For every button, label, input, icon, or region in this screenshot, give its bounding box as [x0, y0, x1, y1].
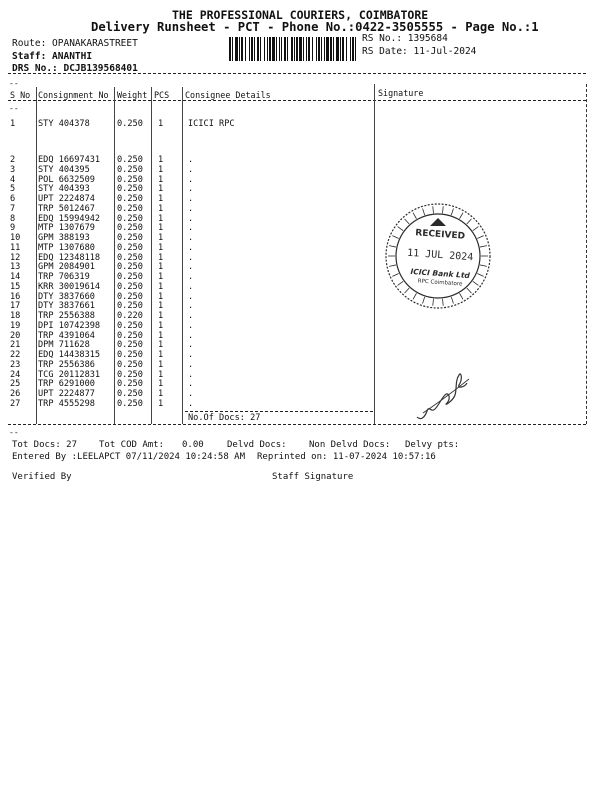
- row-pcs: 1: [158, 252, 164, 263]
- row-consignee: .: [188, 203, 194, 214]
- row-weight: 0.250: [117, 223, 143, 234]
- row-consignment-no: TRP 6291000: [38, 379, 95, 390]
- row-consignee: .: [188, 350, 194, 360]
- row-sno: 17: [10, 301, 21, 312]
- row-sno: 14: [10, 272, 21, 282]
- row-sno: 26: [10, 389, 21, 399]
- header-separator: [8, 73, 586, 74]
- row-weight: 0.250: [117, 320, 143, 331]
- row-pcs: 1: [158, 272, 164, 282]
- column-header-separator: [8, 100, 586, 101]
- drs-number: DRS No.: DCJB139568401: [12, 63, 138, 74]
- row-consignment-no: TRP 2556386: [38, 359, 95, 370]
- row-pcs: 1: [158, 311, 164, 321]
- row-consignment-no: TRP 4391064: [38, 330, 95, 341]
- row-consignee: .: [188, 330, 194, 341]
- row-consignment-no: MTP 1307680: [38, 242, 95, 253]
- row-consignee: .: [188, 242, 194, 253]
- row-pcs: 1: [158, 359, 164, 370]
- row-weight: 0.220: [117, 311, 143, 321]
- reprinted-on: Reprinted on: 11-07-2024 10:57:16: [257, 452, 436, 462]
- row-pcs: 1: [158, 262, 164, 273]
- row-pcs: 1: [158, 379, 164, 390]
- row-pcs: 1: [158, 233, 164, 243]
- row-pcs: 1: [158, 119, 164, 129]
- row-pcs: 1: [158, 184, 164, 195]
- row-weight: 0.250: [117, 155, 143, 165]
- stamp-date: 11 JUL 2024: [406, 247, 474, 264]
- row-sno: 7: [10, 203, 16, 214]
- row-sno: 21: [10, 340, 21, 351]
- row-sno: 24: [10, 369, 21, 380]
- row-consignment-no: POL 6632509: [38, 174, 95, 185]
- row-weight: 0.250: [117, 301, 143, 312]
- row-consignee: .: [188, 281, 194, 292]
- row-consignment-no: STY 404395: [38, 164, 90, 175]
- row-weight: 0.250: [117, 174, 143, 185]
- row-consignment-no: TCG 20112831: [38, 369, 101, 380]
- row-weight: 0.250: [117, 184, 143, 195]
- row-consignee: .: [188, 213, 194, 224]
- row-sno: 9: [10, 223, 16, 234]
- row-sno: 6: [10, 194, 16, 204]
- runsheet-title: Delivery Runsheet - PCT - Phone No.:0422-3505555 - Page No.:1: [91, 20, 539, 34]
- col-divider-consignment: [114, 87, 115, 424]
- row-sno: 23: [10, 359, 21, 370]
- received-stamp: [374, 196, 502, 310]
- row-pcs: 1: [158, 369, 164, 380]
- rs-number: RS No.: 1395684: [362, 33, 448, 44]
- staff-signature: Staff Signature: [272, 472, 354, 482]
- tot-cod-value: 0.00: [182, 440, 204, 450]
- row-sno: 27: [10, 398, 21, 409]
- row-sno: 11: [10, 242, 21, 253]
- row-weight: 0.250: [117, 281, 143, 292]
- col-divider-weight: [151, 87, 152, 424]
- row-consignment-no: TRP 706319: [38, 272, 90, 282]
- company-name: THE PROFESSIONAL COURIERS, COIMBATORE: [172, 8, 429, 22]
- no-of-docs-separator: [185, 411, 373, 412]
- row-consignment-no: EDQ 16697431: [38, 155, 101, 165]
- row-sno: 10: [10, 233, 21, 243]
- row-weight: 0.250: [117, 272, 143, 282]
- row-consignment-no: STY 404378: [38, 119, 90, 129]
- row-dash-mark: --: [9, 104, 19, 113]
- row-consignee: .: [188, 311, 194, 321]
- col-header-weight: Weight: [117, 90, 148, 100]
- row-weight: 0.250: [117, 330, 143, 341]
- row-consignment-no: EDQ 12348118: [38, 252, 101, 263]
- row-pcs: 1: [158, 223, 164, 234]
- tot-docs: Tot Docs: 27: [12, 440, 78, 450]
- row-pcs: 1: [158, 242, 164, 253]
- row-pcs: 1: [158, 164, 164, 175]
- col-divider-sno: [36, 87, 37, 424]
- row-sno: 20: [10, 330, 21, 341]
- row-consignment-no: UPT 2224874: [38, 194, 95, 204]
- row-pcs: 1: [158, 213, 164, 224]
- stamp-arrow-icon: [430, 218, 446, 226]
- row-weight: 0.250: [117, 119, 143, 129]
- row-consignee: .: [188, 233, 194, 243]
- delvy-pts: Delvy pts:: [405, 440, 460, 450]
- row-weight: 0.250: [117, 252, 143, 263]
- row-sno: 22: [10, 350, 21, 360]
- row-sno: 18: [10, 311, 21, 321]
- row-sno: 2: [10, 155, 16, 165]
- staff-label: Staff: ANANTHI: [12, 51, 93, 62]
- row-consignment-no: MTP 1307679: [38, 223, 95, 234]
- row-weight: 0.250: [117, 164, 143, 175]
- row-consignee: .: [188, 174, 194, 185]
- row-weight: 0.250: [117, 194, 143, 204]
- handwritten-signature: [415, 365, 475, 425]
- row-weight: 0.250: [117, 350, 143, 360]
- row-consignee: .: [188, 301, 194, 312]
- row-sno: 25: [10, 379, 21, 390]
- row-pcs: 1: [158, 350, 164, 360]
- row-consignment-no: UPT 2224877: [38, 389, 95, 399]
- row-consignment-no: STY 404393: [38, 184, 90, 195]
- entered-by: Entered By :LEELAPCT 07/11/2024 10:24:58 AM: [12, 452, 245, 462]
- row-consignment-no: DPM 711628: [38, 340, 90, 351]
- row-pcs: 1: [158, 398, 164, 409]
- row-pcs: 1: [158, 330, 164, 341]
- col-header-sno: S No: [10, 90, 31, 100]
- row-consignee: .: [188, 164, 194, 175]
- stamp-bank-name: ICICI Bank Ltd: [410, 266, 471, 281]
- row-pcs: 1: [158, 174, 164, 185]
- row-consignment-no: DTY 3837661: [38, 301, 95, 312]
- row-consignee: .: [188, 398, 194, 409]
- col-header-signature: Signature: [378, 88, 424, 98]
- row-weight: 0.250: [117, 213, 143, 224]
- col-header-pcs: PCS: [154, 90, 170, 100]
- footer-dash-mark: --: [9, 428, 19, 437]
- delvd-docs: Delvd Docs:: [227, 440, 287, 450]
- row-sno: 12: [10, 252, 21, 263]
- row-consignment-no: DTY 3837660: [38, 291, 95, 302]
- row-consignee: .: [188, 291, 194, 302]
- table-bottom-separator: [8, 424, 586, 425]
- row-consignment-no: TRP 2556388: [38, 311, 95, 321]
- row-weight: 0.250: [117, 359, 143, 370]
- rs-date: RS Date: 11-Jul-2024: [362, 46, 477, 57]
- row-weight: 0.250: [117, 242, 143, 253]
- row-consignee: .: [188, 155, 194, 165]
- route-label: Route: OPANAKARASTREET: [12, 38, 138, 49]
- row-consignee: ICICI RPC: [188, 119, 235, 129]
- header-dash-mark: --: [9, 79, 19, 88]
- row-consignee: .: [188, 379, 194, 390]
- row-consignee: .: [188, 223, 194, 234]
- row-consignment-no: GPM 388193: [38, 233, 90, 243]
- barcode: [229, 37, 357, 61]
- no-of-docs: No.Of Docs: 27: [188, 413, 261, 423]
- row-weight: 0.250: [117, 291, 143, 302]
- row-consignee: .: [188, 340, 194, 351]
- row-weight: 0.250: [117, 262, 143, 273]
- row-sno: 15: [10, 281, 21, 292]
- row-consignee: .: [188, 359, 194, 370]
- row-sno: 8: [10, 213, 16, 224]
- row-weight: 0.250: [117, 379, 143, 390]
- row-weight: 0.250: [117, 203, 143, 214]
- row-sno: 16: [10, 291, 21, 302]
- row-consignment-no: GPM 2084901: [38, 262, 95, 273]
- tot-cod-label: Tot COD Amt:: [99, 440, 165, 450]
- row-consignee: .: [188, 262, 194, 273]
- row-pcs: 1: [158, 389, 164, 399]
- col-divider-pcs: [182, 87, 183, 424]
- row-pcs: 1: [158, 291, 164, 302]
- row-consignment-no: KRR 30019614: [38, 281, 101, 292]
- row-consignee: .: [188, 369, 194, 380]
- row-consignee: .: [188, 252, 194, 263]
- row-sno: 1: [10, 119, 16, 129]
- row-weight: 0.250: [117, 233, 143, 243]
- stamp-branch: RPC Coimbatore: [417, 278, 463, 288]
- stamp-received-text: RECEIVED: [414, 228, 466, 242]
- row-consignment-no: DPI 10742398: [38, 320, 101, 331]
- row-weight: 0.250: [117, 340, 143, 351]
- verified-by: Verified By: [12, 472, 72, 482]
- row-sno: 19: [10, 320, 21, 331]
- row-weight: 0.250: [117, 398, 143, 409]
- col-divider-right: [586, 84, 587, 424]
- row-pcs: 1: [158, 301, 164, 312]
- row-pcs: 1: [158, 203, 164, 214]
- row-sno: 5: [10, 184, 16, 195]
- col-header-consignee: Consignee Details: [185, 90, 271, 100]
- row-weight: 0.250: [117, 389, 143, 399]
- row-consignment-no: TRP 4555298: [38, 398, 95, 409]
- row-consignee: .: [188, 389, 194, 399]
- col-header-consignment: Consignment No: [38, 90, 109, 100]
- row-weight: 0.250: [117, 369, 143, 380]
- row-pcs: 1: [158, 155, 164, 165]
- row-consignment-no: TRP 5012467: [38, 203, 95, 214]
- row-pcs: 1: [158, 194, 164, 204]
- row-consignee: .: [188, 272, 194, 282]
- row-pcs: 1: [158, 340, 164, 351]
- row-consignee: .: [188, 194, 194, 204]
- row-pcs: 1: [158, 281, 164, 292]
- row-consignment-no: EDQ 14438315: [38, 350, 101, 360]
- row-sno: 13: [10, 262, 21, 273]
- row-consignee: .: [188, 320, 194, 331]
- row-consignee: .: [188, 184, 194, 195]
- row-consignment-no: EDQ 15994942: [38, 213, 101, 224]
- row-pcs: 1: [158, 320, 164, 331]
- non-delvd-docs: Non Delvd Docs:: [309, 440, 391, 450]
- row-sno: 4: [10, 174, 16, 185]
- row-sno: 3: [10, 164, 16, 175]
